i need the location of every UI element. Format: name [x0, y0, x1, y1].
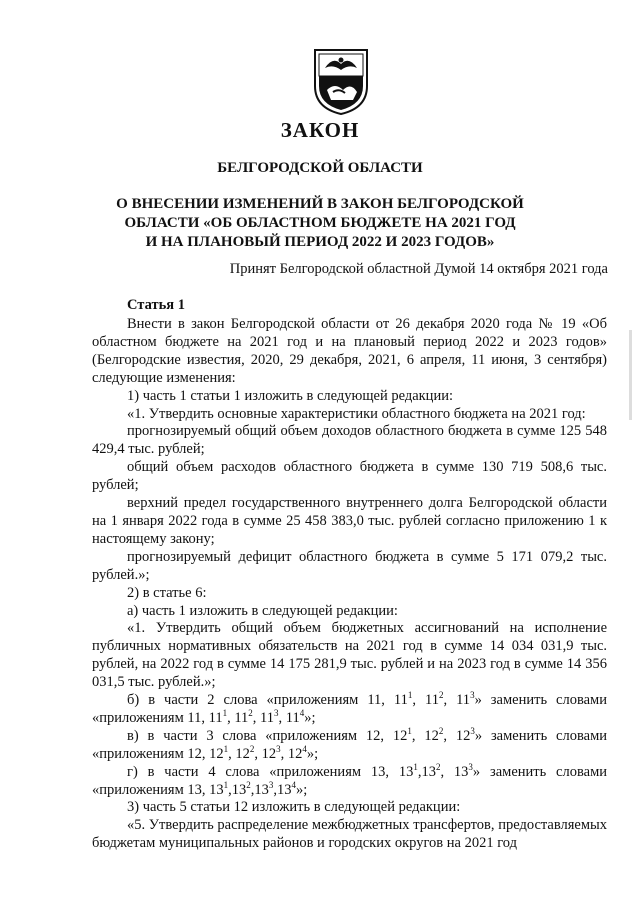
coat-of-arms-icon — [311, 46, 371, 116]
paragraph: 1) часть 1 статьи 1 изложить в следующей редакции: — [127, 387, 453, 404]
paragraph: 2) в статье 6: — [127, 584, 207, 601]
heading-line: О ВНЕСЕНИИ ИЗМЕНЕНИЙ В ЗАКОН БЕЛГОРОДСКОЙ — [116, 196, 524, 212]
paragraph: «1. Утвердить общий объем бюджетных ассигнований на исполнение публичных нормативных обязательств на 2021 год в сумме 14 034 031,9 тыс. рублей, на 2022 год в сумме 14 175 281,9 тыс. рублей и на 2023 год в сумме 14 356 031,5 тыс. рублей.»; — [92, 620, 607, 691]
paragraph: г) в части 4 слова «приложениям 13, $13^1,13^2$, $13^3$» заменить словами «приложениям 13, $13^1,13^2,13^3,13^4$»; — [92, 761, 607, 798]
paragraph: общий объем расходов областного бюджета в сумме 130 719 508,6 тыс. рублей; — [92, 459, 607, 494]
paragraph: Внести в закон Белгородской области от 26 декабря 2020 года № 19 «Об областном бюджете на 2021 год и на плановый период 2022 и 2023 годов» (Белгородские известия, 2020, 29 декабря, 2021, 6 апреля, 11 июня, 3 сентября) следующие изменения: — [92, 316, 607, 386]
paragraph: «5. Утвердить распределение межбюджетных трансфертов, предоставляемых бюджетам муниципальных районов и городских округов на 2021 год — [92, 817, 607, 852]
paragraph: 3) часть 5 статьи 12 изложить в следующей редакции: — [127, 799, 461, 816]
article-body — [92, 316, 607, 853]
paragraph: в) в части 3 слова «приложениям 12, $12^1$, $12^2$, $12^3$» заменить словами «приложениям 12, $12^1$, $12^2$, $12^3$, $12^4$»; — [92, 726, 608, 762]
paragraph: прогнозируемый дефицит областного бюджета в сумме 5 171 079,2 тыс. рублей.»; — [92, 548, 607, 583]
law-title: ЗАКОН — [280, 118, 360, 142]
adoption-note: Принят Белгородской областной Думой 14 октября 2021 года — [229, 261, 608, 277]
paragraph: а) часть 1 изложить в следующей редакции: — [127, 602, 398, 619]
law-heading — [0, 195, 640, 252]
article-title: Статья 1 — [127, 297, 185, 313]
paragraph: б) в части 2 слова «приложениям 11, $11^1$, $11^2$, $11^3$» заменить словами «приложениям 11, $11^1$, $11^2$, $11^3$, $11^4$»; — [92, 690, 607, 726]
heading-line: И НА ПЛАНОВЫЙ ПЕРИОД 2022 И 2023 ГОДОВ» — [145, 234, 495, 250]
paragraph: верхний предел государственного внутреннего долга Белгородской области на 1 января 2022 года в сумме 25 458 383,0 тыс. рублей согласно приложению 1 к настоящему закону; — [92, 495, 607, 547]
paragraph: прогнозируемый общий объем доходов областного бюджета в сумме 125 548 429,4 тыс. рублей; — [92, 423, 607, 458]
heading-line: ОБЛАСТИ «ОБ ОБЛАСТНОМ БЮДЖЕТЕ НА 2021 ГОД — [124, 215, 516, 231]
paragraph: «1. Утвердить основные характеристики областного бюджета на 2021 год: — [127, 405, 586, 422]
law-region: БЕЛГОРОДСКОЙ ОБЛАСТИ — [217, 160, 423, 176]
scan-margin-mark — [629, 330, 632, 420]
